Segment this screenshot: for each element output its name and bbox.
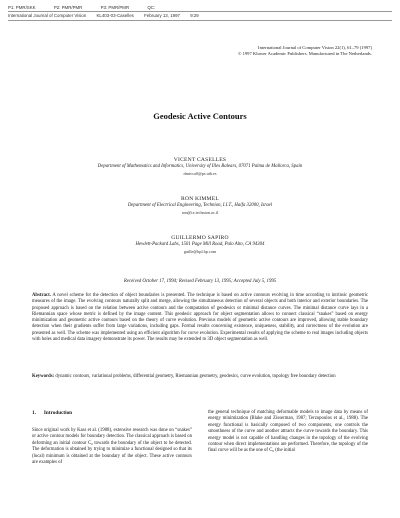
section-title: Introduction xyxy=(43,410,73,416)
author-email[interactable]: dmivca0@ps.uib.es xyxy=(183,170,217,176)
intro-column-left: Since original work by Kass et al. (1988), extensive research was done on “snakes” or active contour models for boundary detection. The classical approach is based on deforming an initial contour C₀ towards the boundary of the object to be detected. The deformation is obtained by trying to minimize a functional designed so that its (local) minimum is obtained at the boundary of the object. These active contours are examples of xyxy=(32,428,192,466)
keywords-text: dynamic contours, variational problems, differential geometry, Riemannian geometry, geodesics, curve evolution, topology free boundary detection xyxy=(55,374,336,379)
author-email[interactable]: guille@hpl.hp.com xyxy=(183,248,217,254)
header-date: February 13, 1997 xyxy=(144,13,180,18)
journal-line: International Journal of Computer Vision 22(1), 61–79 (1997) xyxy=(258,45,372,50)
author-email[interactable]: ron@tx.technion.ac.il xyxy=(181,209,219,215)
header-divider-top xyxy=(8,11,392,12)
author-affiliation: Department of Mathematics and Informatics, University of Illes Balears, 07071 Palma de Mallorca, Spain xyxy=(97,164,303,169)
author-name: VICENT CASELLES xyxy=(173,157,227,163)
header-article-id: KL403-03-Caselles xyxy=(96,13,134,18)
header-divider-bottom xyxy=(8,20,392,21)
abstract xyxy=(32,293,368,343)
author-affiliation: Department of Electrical Engineering, Technion, I.I.T., Haifa 32000, Israel xyxy=(127,203,273,208)
received-dates: Received October 17, 1994; Revised February 13, 1995; Accepted July 5, 1995 xyxy=(123,279,277,284)
journal-citation xyxy=(238,45,372,57)
author-affiliation: Hewlett-Packard Labs, 1501 Page Mill Road, Palo Alto, CA 94304 xyxy=(135,242,265,247)
header-journal: International Journal of Computer Vision xyxy=(8,13,87,18)
header-time: 9:29 xyxy=(190,13,199,18)
keywords xyxy=(32,374,368,380)
running-header-info xyxy=(8,13,208,18)
section-number: 1. xyxy=(32,410,36,416)
copyright-line: © 1997 Kluwer Academic Publishers. Manufactured in The Netherlands. xyxy=(237,51,372,56)
tag-p1: P1: PMR/SKK xyxy=(8,5,36,10)
author-name: GUILLERMO SAPIRO xyxy=(171,235,229,241)
tag-p3: P3: PMR/PMR xyxy=(100,5,130,10)
intro-column-right: the general technique of matching deformable models to image data by means of energy minimization (Blake and Zisserman, 1987; Terzopoulos et al., 1988). The energy functional is basically composed of two components, one controls the smoothness of the curve and another attracts the curve towards the boundary. This energy model is not capable of handling changes in the topology of the evolving contour when direct implementations are performed. Therefore, the topology of the final curve will be as the one of C₀ (the initial xyxy=(208,410,368,454)
running-header-tags xyxy=(8,5,172,10)
tag-p2: P2: PMR/PMR xyxy=(53,5,83,10)
author-name: RON KIMMEL xyxy=(181,196,219,202)
author-block xyxy=(0,196,400,216)
author-block xyxy=(0,235,400,255)
author-block xyxy=(0,157,400,177)
abstract-label: Abstract. xyxy=(32,293,51,298)
section-heading xyxy=(32,410,80,416)
tag-qc: QC: xyxy=(147,5,156,10)
abstract-text: A novel scheme for the detection of object boundaries is presented. The technique is based on active contours evolving in time according to intrinsic geometric measures of the image. The evolving contours naturally split and merge, allowing the simultaneous detection of several objects and both interior and exterior boundaries. The proposed approach is based on the relation between active contours and the computation of geodesics or minimal distance curves. The minimal distance curve lays in a Riemannian space whose metric is defined by the image content. This geodesic approach for object segmentation allows to connect classical “snakes” based on energy minimization and geometric active contours based on the theory of curve evolution. Previous models of geometric active contours are improved, allowing stable boundary detection when their gradients suffer from large variations, including gaps. Formal results concerning existence, uniqueness, stability, and correctness of the evolution are presented as well. The scheme was implemented using an efficient algorithm for curve evolution. Experimental results of applying the scheme to real images including objects with holes and medical data imagery demonstrate its power. The results may be extended to 3D object segmentation as well. xyxy=(32,293,368,343)
paper-title: Geodesic Active Contours xyxy=(153,111,247,121)
keywords-label: Keywords: xyxy=(32,374,55,379)
